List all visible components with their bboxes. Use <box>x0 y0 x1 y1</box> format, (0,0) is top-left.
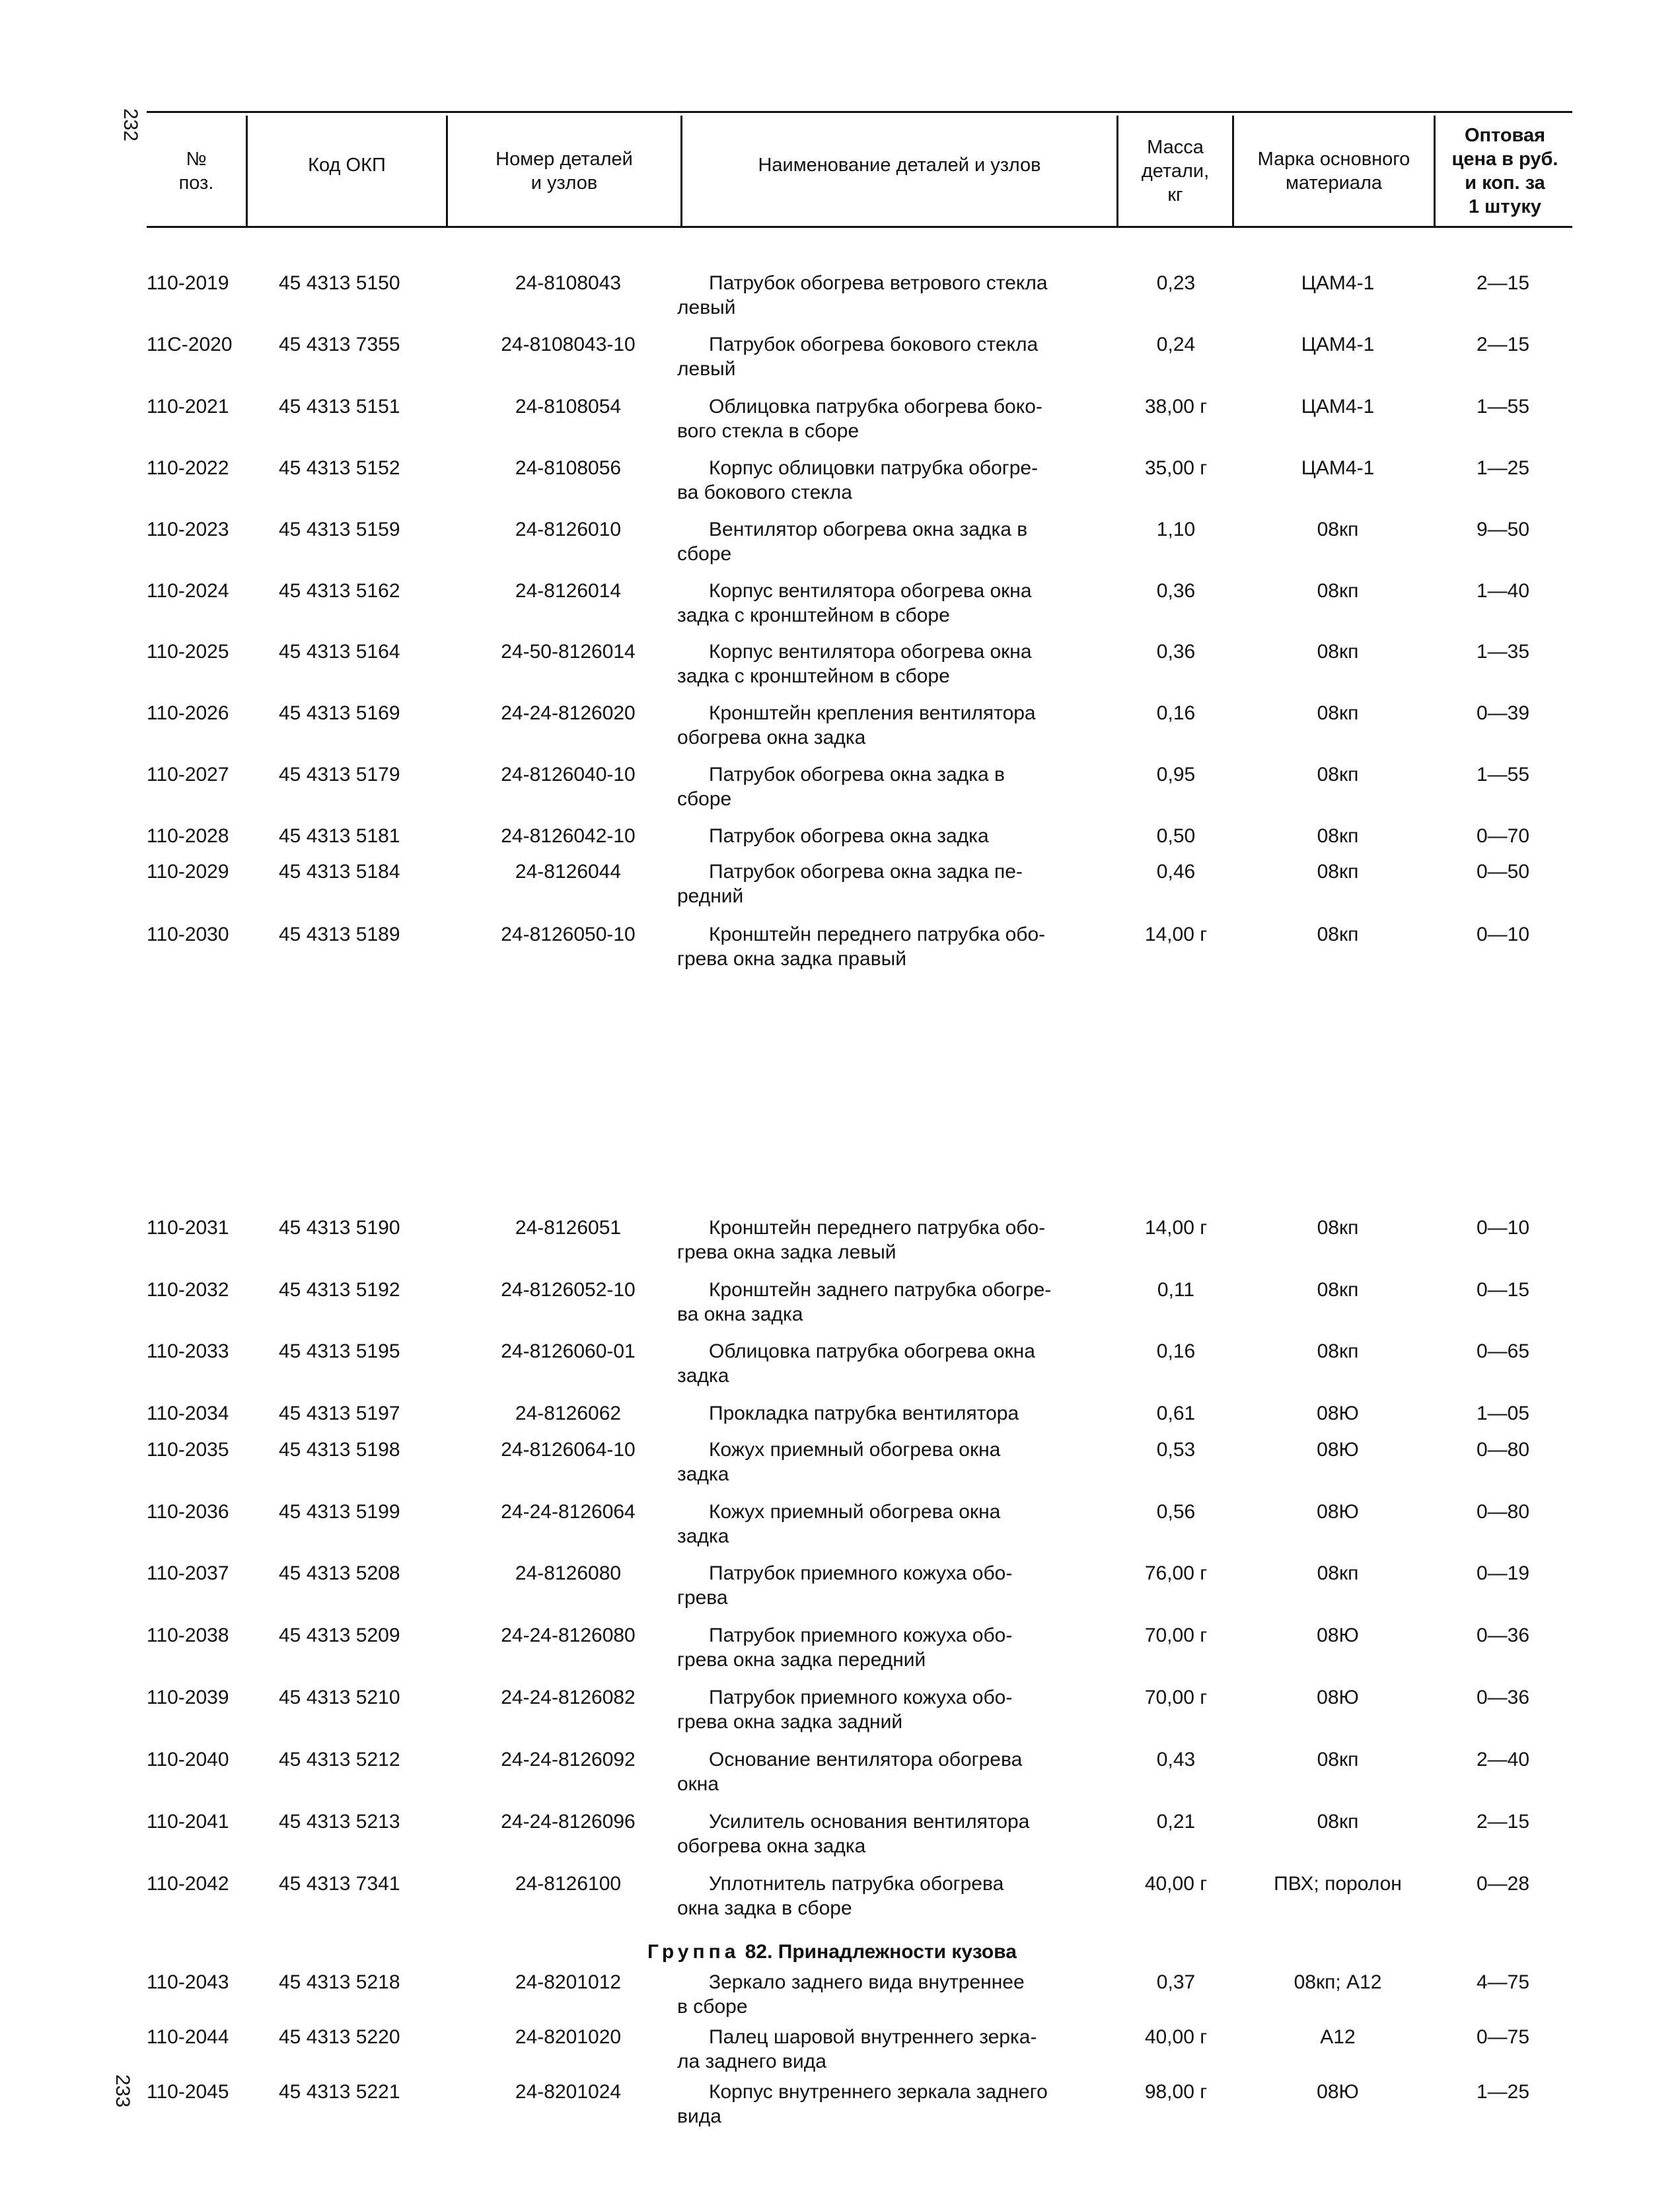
row-material: 08кп <box>1317 580 1359 602</box>
row-price: 1—55 <box>1476 764 1530 785</box>
row-price: 9—50 <box>1476 519 1530 540</box>
row-mass: 0,21 <box>1156 1811 1196 1833</box>
row-pos: 110-2036 <box>147 1501 229 1523</box>
row-mass: 0,36 <box>1156 580 1196 602</box>
row-price: 0—10 <box>1476 1217 1530 1239</box>
row-name <box>677 859 1113 908</box>
row-name-line1: Корпус вентилятора обогрева окна <box>709 580 1032 602</box>
row-part-number: 24-24-8126082 <box>501 1687 636 1708</box>
header-price-line1: Оптовая <box>1464 124 1546 146</box>
row-name <box>677 1623 1113 1672</box>
row-okp-code: 45 4313 5152 <box>279 457 400 479</box>
row-name <box>677 1561 1113 1610</box>
row-material: 08Ю <box>1317 1403 1359 1424</box>
page-number-top: 232 <box>120 108 142 142</box>
row-pos: 110-2019 <box>147 272 229 294</box>
row-material: ЦАМ4-1 <box>1301 272 1375 294</box>
row-price: 1—25 <box>1476 2081 1530 2103</box>
row-name-line1: Зеркало заднего вида внутреннее <box>709 1971 1025 1993</box>
row-material: 08Ю <box>1317 2081 1359 2103</box>
header-pos-line2: поз. <box>178 172 214 194</box>
row-price: 0—15 <box>1476 1279 1530 1301</box>
row-okp-code: 45 4313 5221 <box>279 2081 400 2103</box>
row-okp-code: 45 4313 5162 <box>279 580 400 602</box>
row-mass: 0,37 <box>1156 1971 1196 1993</box>
row-material: 08кп <box>1317 1279 1359 1301</box>
row-okp-code: 45 4313 7355 <box>279 334 400 355</box>
row-name-line2: ва окна задка <box>677 1303 803 1325</box>
row-name <box>677 1809 1113 1858</box>
row-part-number: 24-8126010 <box>515 519 622 540</box>
header-mass <box>1118 116 1232 226</box>
row-price: 1—55 <box>1476 396 1530 418</box>
header-pos-line1: № <box>186 148 207 170</box>
row-pos: 110-2027 <box>147 764 229 785</box>
row-price: 2—40 <box>1476 1749 1530 1770</box>
row-name-line2: редний <box>677 885 744 907</box>
row-pos: 110-2030 <box>147 924 229 945</box>
row-part-number: 24-8126051 <box>515 1217 622 1239</box>
row-price: 0—70 <box>1476 825 1530 847</box>
row-material: 08Ю <box>1317 1501 1359 1523</box>
row-name-line1: Кожух приемный обогрева окна <box>709 1439 1001 1461</box>
row-name <box>677 762 1113 811</box>
row-name <box>677 824 1113 848</box>
row-pos: 110-2043 <box>147 1971 229 1993</box>
row-price: 1—40 <box>1476 580 1530 602</box>
row-part-number: 24-8126040-10 <box>501 764 636 785</box>
row-material: ЦАМ4-1 <box>1301 334 1375 355</box>
row-okp-code: 45 4313 5195 <box>279 1340 400 1362</box>
row-part-number: 24-24-8126020 <box>501 702 636 724</box>
row-name <box>677 394 1113 443</box>
row-pos: 110-2025 <box>147 641 229 663</box>
header-mass-line2: детали, <box>1141 160 1210 182</box>
row-part-number: 24-8126014 <box>515 580 622 602</box>
row-price: 0—39 <box>1476 702 1530 724</box>
row-name-line2: в сборе <box>677 1996 748 2018</box>
row-name-line2: ла заднего вида <box>677 2051 826 2072</box>
row-part-number: 24-8126100 <box>515 1873 622 1895</box>
row-okp-code: 45 4313 5159 <box>279 519 400 540</box>
header-material-line2: материала <box>1285 172 1383 194</box>
row-part-number: 24-24-8126092 <box>501 1749 636 1770</box>
row-okp-code: 45 4313 5189 <box>279 924 400 945</box>
row-name-line1: Патрубок обогрева окна задка <box>709 825 989 847</box>
row-okp-code: 45 4313 7341 <box>279 1873 400 1895</box>
row-name <box>677 1970 1113 2019</box>
header-part-number-line1: Номер деталей <box>495 148 633 170</box>
header-name <box>682 116 1116 215</box>
row-name-line1: Кронштейн крепления вентилятора <box>709 702 1036 724</box>
row-name-line2: сборе <box>677 543 732 565</box>
row-part-number: 24-8108043 <box>515 272 622 294</box>
row-name-line2: сборе <box>677 788 732 810</box>
row-part-number: 24-50-8126014 <box>501 641 636 663</box>
row-name <box>677 922 1113 971</box>
row-mass: 70,00 г <box>1144 1624 1208 1646</box>
row-price: 1—35 <box>1476 641 1530 663</box>
row-mass: 1,10 <box>1156 519 1196 540</box>
row-price: 0—80 <box>1476 1501 1530 1523</box>
header-material <box>1234 116 1434 226</box>
row-price: 1—05 <box>1476 1403 1530 1424</box>
row-part-number: 24-8108054 <box>515 396 622 418</box>
row-pos: 110-2026 <box>147 702 229 724</box>
row-okp-code: 45 4313 5179 <box>279 764 400 785</box>
row-name-line2: задка <box>677 1525 729 1547</box>
row-okp-code: 45 4313 5197 <box>279 1403 400 1424</box>
row-name-line1: Патрубок обогрева бокового стекла <box>709 334 1039 355</box>
row-material: 08кп <box>1317 764 1359 785</box>
row-name-line1: Кронштейн заднего патрубка обогре- <box>709 1279 1052 1301</box>
row-part-number: 24-8108043-10 <box>501 334 636 355</box>
row-name <box>677 332 1113 381</box>
row-name-line1: Патрубок приемного кожуха обо- <box>709 1687 1013 1708</box>
row-okp-code: 45 4313 5181 <box>279 825 400 847</box>
row-name-line1: Основание вентилятора обогрева <box>709 1749 1023 1770</box>
row-name-line1: Облицовка патрубка обогрева окна <box>709 1340 1035 1362</box>
row-pos: 110-2044 <box>147 2026 229 2048</box>
row-name-line2: окна задка в сборе <box>677 1897 852 1919</box>
row-mass: 0,16 <box>1156 702 1196 724</box>
row-name-line2: задка с кронштейном в сборе <box>677 665 950 687</box>
row-name-line1: Кронштейн переднего патрубка обо- <box>709 1217 1046 1239</box>
row-part-number: 24-8126080 <box>515 1562 622 1584</box>
row-name-line1: Патрубок приемного кожуха обо- <box>709 1624 1013 1646</box>
row-name-line2: вого стекла в сборе <box>677 420 859 442</box>
row-mass: 0,11 <box>1157 1279 1195 1301</box>
row-name <box>677 271 1113 320</box>
row-name-line2: окна <box>677 1773 719 1795</box>
row-pos: 11С-2020 <box>147 334 233 355</box>
row-price: 0—80 <box>1476 1439 1530 1461</box>
row-okp-code: 45 4313 5150 <box>279 272 400 294</box>
row-material: 08кп <box>1317 1562 1359 1584</box>
header-mass-line3: кг <box>1167 184 1183 205</box>
row-name-line1: Корпус внутреннего зеркала заднего <box>709 2081 1048 2103</box>
header-part-number-line2: и узлов <box>530 172 598 194</box>
row-material: 08кп <box>1317 1749 1359 1770</box>
row-name <box>677 517 1113 566</box>
row-name-line1: Усилитель основания вентилятора <box>709 1811 1030 1833</box>
row-material: 08Ю <box>1317 1687 1359 1708</box>
row-mass: 0,53 <box>1156 1439 1196 1461</box>
row-okp-code: 45 4313 5151 <box>279 396 400 418</box>
row-material: 08кп <box>1317 1217 1359 1239</box>
group-label: Группа <box>647 1941 740 1963</box>
row-part-number: 24-8201024 <box>515 2081 622 2103</box>
row-name-line2: задка <box>677 1463 729 1485</box>
row-name <box>677 1401 1113 1426</box>
row-pos: 110-2032 <box>147 1279 229 1301</box>
row-name <box>677 2025 1113 2074</box>
row-name-line1: Патрубок обогрева ветрового стекла <box>709 272 1048 294</box>
row-name <box>677 2080 1113 2129</box>
row-name-line1: Патрубок приемного кожуха обо- <box>709 1562 1013 1584</box>
row-name-line1: Патрубок обогрева окна задка в <box>709 764 1005 785</box>
row-name-line2: грева окна задка задний <box>677 1711 903 1733</box>
row-mass: 40,00 г <box>1144 1873 1208 1895</box>
row-mass: 0,61 <box>1156 1403 1196 1424</box>
row-material: 08кп <box>1317 519 1359 540</box>
row-material: 08кп <box>1317 1340 1359 1362</box>
row-okp-code: 45 4313 5190 <box>279 1217 400 1239</box>
row-material: ЦАМ4-1 <box>1301 457 1375 479</box>
row-name-line2: грева <box>677 1587 728 1609</box>
row-okp-code: 45 4313 5199 <box>279 1501 400 1523</box>
row-part-number: 24-8108056 <box>515 457 622 479</box>
row-part-number: 24-8126042-10 <box>501 825 636 847</box>
row-mass: 40,00 г <box>1144 2026 1208 2048</box>
row-okp-code: 45 4313 5192 <box>279 1279 400 1301</box>
row-material: 08кп <box>1317 702 1359 724</box>
header-bottom-rule <box>147 226 1572 228</box>
row-material: 08кп <box>1317 641 1359 663</box>
row-pos: 110-2040 <box>147 1749 229 1770</box>
row-part-number: 24-8126062 <box>515 1403 622 1424</box>
row-pos: 110-2033 <box>147 1340 229 1362</box>
header-price <box>1436 116 1574 226</box>
header-pos <box>147 116 246 226</box>
row-name <box>677 1438 1113 1486</box>
row-mass: 76,00 г <box>1144 1562 1208 1584</box>
row-part-number: 24-24-8126080 <box>501 1624 636 1646</box>
row-price: 2—15 <box>1476 334 1530 355</box>
row-pos: 110-2038 <box>147 1624 229 1646</box>
row-pos: 110-2039 <box>147 1687 229 1708</box>
row-okp-code: 45 4313 5209 <box>279 1624 400 1646</box>
row-part-number: 24-8201012 <box>515 1971 622 1993</box>
row-name-line1: Уплотнитель патрубка обогрева <box>709 1873 1004 1895</box>
row-pos: 110-2022 <box>147 457 229 479</box>
row-material: ЦАМ4-1 <box>1301 396 1375 418</box>
row-pos: 110-2042 <box>147 1873 229 1895</box>
row-pos: 110-2041 <box>147 1811 229 1833</box>
row-pos: 110-2031 <box>147 1217 229 1239</box>
row-material: 08кп <box>1317 924 1359 945</box>
row-pos: 110-2021 <box>147 396 229 418</box>
row-part-number: 24-8126060-01 <box>501 1340 636 1362</box>
row-name <box>677 701 1113 750</box>
row-price: 0—19 <box>1476 1562 1530 1584</box>
row-name <box>677 1872 1113 1920</box>
row-price: 2—15 <box>1476 272 1530 294</box>
row-okp-code: 45 4313 5210 <box>279 1687 400 1708</box>
row-name <box>677 1278 1113 1327</box>
header-part-number <box>448 116 680 226</box>
row-okp-code: 45 4313 5220 <box>279 2026 400 2048</box>
row-price: 0—36 <box>1476 1687 1530 1708</box>
row-part-number: 24-8126044 <box>515 861 622 883</box>
header-name-label: Наименование деталей и узлов <box>758 155 1041 176</box>
row-price: 4—75 <box>1476 1971 1530 1993</box>
page-number-bottom: 233 <box>112 2074 134 2108</box>
header-material-line1: Марка основного <box>1257 148 1410 170</box>
row-name-line2: вида <box>677 2105 721 2127</box>
row-name-line1: Прокладка патрубка вентилятора <box>709 1403 1019 1424</box>
row-material: 08кп <box>1317 861 1359 883</box>
row-price: 1—25 <box>1476 457 1530 479</box>
row-mass: 38,00 г <box>1144 396 1208 418</box>
header-price-line2: цена в руб. <box>1451 148 1558 170</box>
row-material: 08кп; А12 <box>1294 1971 1382 1993</box>
row-okp-code: 45 4313 5198 <box>279 1439 400 1461</box>
row-name <box>677 1216 1113 1264</box>
row-mass: 0,43 <box>1156 1749 1196 1770</box>
row-part-number: 24-8201020 <box>515 2026 622 2048</box>
row-okp-code: 45 4313 5208 <box>279 1562 400 1584</box>
row-mass: 0,16 <box>1156 1340 1196 1362</box>
row-name-line2: грева окна задка передний <box>677 1649 926 1671</box>
row-name-line1: Вентилятор обогрева окна задка в <box>709 519 1028 540</box>
row-mass: 0,24 <box>1156 334 1196 355</box>
row-pos: 110-2034 <box>147 1403 229 1424</box>
row-name <box>677 1500 1113 1549</box>
row-name-line2: обогрева окна задка <box>677 727 866 748</box>
row-price: 0—36 <box>1476 1624 1530 1646</box>
row-mass: 0,50 <box>1156 825 1196 847</box>
row-name <box>677 1685 1113 1734</box>
row-name-line2: задка с кронштейном в сборе <box>677 604 950 626</box>
row-name-line1: Корпус облицовки патрубка обогре- <box>709 457 1039 479</box>
row-price: 0—50 <box>1476 861 1530 883</box>
row-name-line2: левый <box>677 297 736 318</box>
row-name-line2: обогрева окна задка <box>677 1835 866 1857</box>
row-name-line1: Патрубок обогрева окна задка пе- <box>709 861 1023 883</box>
row-name <box>677 456 1113 505</box>
row-pos: 110-2045 <box>147 2081 229 2103</box>
row-pos: 110-2035 <box>147 1439 229 1461</box>
row-material: 08кп <box>1317 825 1359 847</box>
row-okp-code: 45 4313 5212 <box>279 1749 400 1770</box>
row-name <box>677 1339 1113 1388</box>
header-price-line4: 1 штуку <box>1468 196 1542 217</box>
row-pos: 110-2029 <box>147 861 229 883</box>
row-name <box>677 1747 1113 1796</box>
row-price: 0—75 <box>1476 2026 1530 2048</box>
row-pos: 110-2037 <box>147 1562 229 1584</box>
header-price-line3: и коп. за <box>1465 172 1545 194</box>
group-text: 82. Принадлежности кузова <box>745 1941 1017 1963</box>
row-material: ПВХ; поролон <box>1274 1873 1402 1895</box>
row-mass: 0,56 <box>1156 1501 1196 1523</box>
row-mass: 14,00 г <box>1144 1217 1208 1239</box>
row-okp-code: 45 4313 5169 <box>279 702 400 724</box>
row-name-line2: левый <box>677 358 736 380</box>
row-name-line2: задка <box>677 1365 729 1387</box>
row-material: А12 <box>1320 2026 1356 2048</box>
row-mass: 0,95 <box>1156 764 1196 785</box>
row-name-line1: Облицовка патрубка обогрева боко- <box>709 396 1042 418</box>
row-mass: 98,00 г <box>1144 2081 1208 2103</box>
row-price: 0—65 <box>1476 1340 1530 1362</box>
row-mass: 0,46 <box>1156 861 1196 883</box>
row-mass: 0,36 <box>1156 641 1196 663</box>
row-material: 08Ю <box>1317 1624 1359 1646</box>
row-okp-code: 45 4313 5213 <box>279 1811 400 1833</box>
row-mass: 35,00 г <box>1144 457 1208 479</box>
row-pos: 110-2023 <box>147 519 229 540</box>
row-okp-code: 45 4313 5184 <box>279 861 400 883</box>
row-name-line2: грева окна задка левый <box>677 1241 896 1263</box>
row-pos: 110-2024 <box>147 580 229 602</box>
row-name-line1: Кожух приемный обогрева окна <box>709 1501 1001 1523</box>
row-name-line2: ва бокового стекла <box>677 482 852 503</box>
header-okp-label: Код ОКП <box>308 155 386 176</box>
row-part-number: 24-8126064-10 <box>501 1439 636 1461</box>
row-part-number: 24-8126050-10 <box>501 924 636 945</box>
row-name-line1: Корпус вентилятора обогрева окна <box>709 641 1032 663</box>
row-price: 0—28 <box>1476 1873 1530 1895</box>
row-part-number: 24-8126052-10 <box>501 1279 636 1301</box>
row-part-number: 24-24-8126096 <box>501 1811 636 1833</box>
row-okp-code: 45 4313 5218 <box>279 1971 400 1993</box>
row-material: 08кп <box>1317 1811 1359 1833</box>
header-okp <box>248 116 446 215</box>
row-pos: 110-2028 <box>147 825 229 847</box>
row-name-line1: Кронштейн переднего патрубка обо- <box>709 924 1046 945</box>
row-price: 0—10 <box>1476 924 1530 945</box>
row-part-number: 24-24-8126064 <box>501 1501 636 1523</box>
row-material: 08Ю <box>1317 1439 1359 1461</box>
row-price: 2—15 <box>1476 1811 1530 1833</box>
row-mass: 70,00 г <box>1144 1687 1208 1708</box>
row-okp-code: 45 4313 5164 <box>279 641 400 663</box>
row-name-line1: Палец шаровой внутреннего зерка- <box>709 2026 1037 2048</box>
row-name-line2: грева окна задка правый <box>677 948 906 970</box>
row-mass: 14,00 г <box>1144 924 1208 945</box>
row-name <box>677 579 1113 628</box>
header-top-rule <box>147 111 1572 113</box>
row-mass: 0,23 <box>1156 272 1196 294</box>
group-heading <box>647 1941 1017 1963</box>
header-mass-line1: Масса <box>1147 136 1204 158</box>
row-name <box>677 639 1113 688</box>
